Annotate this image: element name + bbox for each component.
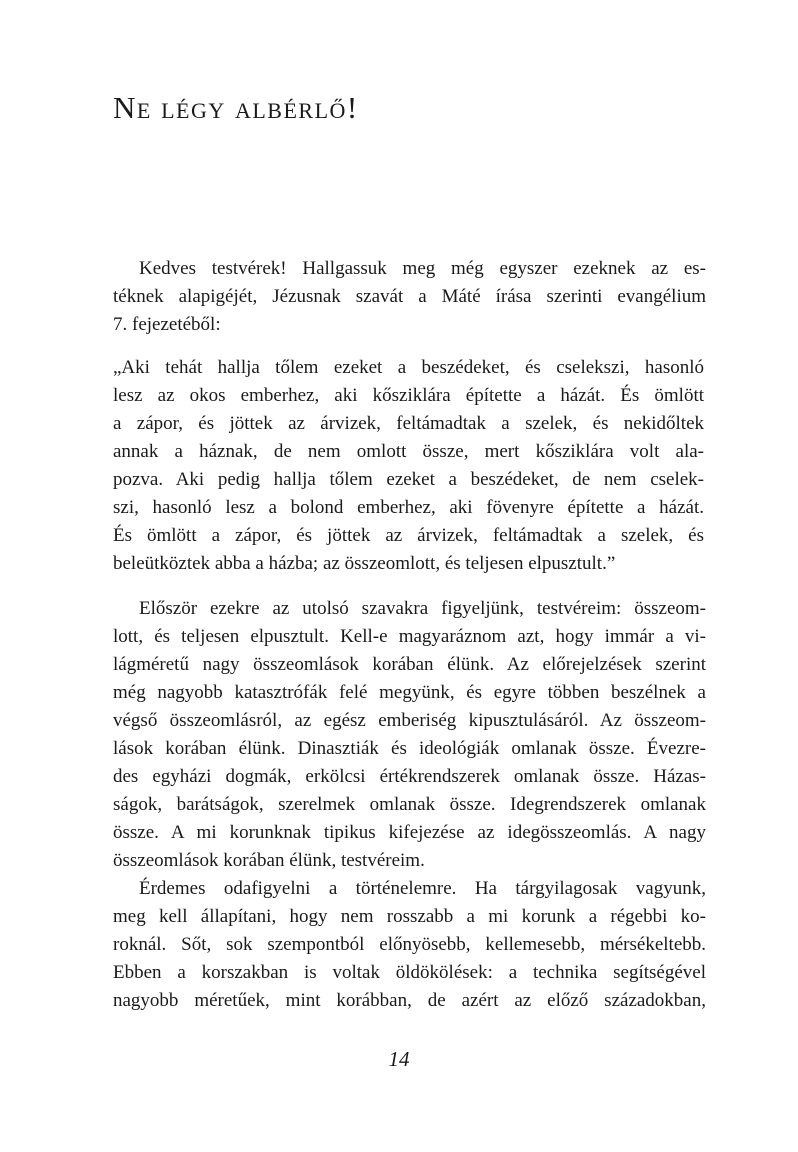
text-line: végső összeomlásról, az egész emberiség kipusztulásáról. Az összeom- (113, 710, 706, 731)
text-line: téknek alapigéjét, Jézusnak szavát a Máté írása szerinti evangélium (113, 286, 706, 307)
paragraph-history (113, 875, 706, 1015)
text-line: nagyobb méretűek, mint korábban, de azért az előző századokban, (113, 990, 706, 1011)
quote-line: a zápor, és jöttek az árvizek, feltámadtak a szelek, és nekidőltek (113, 413, 704, 434)
text-line: lott, és teljesen elpusztult. Kell-e magyaráznom azt, hogy immár a vi- (113, 626, 706, 647)
text-line: 7. fejezetéből: (113, 314, 221, 335)
text-line: Először ezekre az utolsó szavakra figyeljünk, testvéreim: összeom- (139, 598, 706, 619)
page-title: Ne légy albérlő! (113, 90, 359, 125)
paragraph-intro (113, 255, 706, 339)
text-line: még nagyobb katasztrófák felé megyünk, és egyre többen beszélnek a (113, 682, 706, 703)
text-line: roknál. Sőt, sok szempontból előnyösebb, kellemesebb, mérsékeltebb. (113, 934, 706, 955)
page-number: 14 (388, 1047, 410, 1071)
quote-line: annak a háznak, de nem omlott össze, mert kősziklára volt ala- (113, 441, 704, 462)
text-line: des egyházi dogmák, erkölcsi értékrendszerek omlanak össze. Házas- (113, 766, 706, 787)
text-line: össze. A mi korunknak tipikus kifejezése az idegösszeomlás. A nagy (113, 822, 706, 843)
quote-line: „Aki tehát hallja tőlem ezeket a beszédeket, és cselekszi, hasonló (113, 357, 704, 378)
text-line: meg kell állapítani, hogy nem rosszabb a mi korunk a régebbi ko- (113, 906, 706, 927)
text-line: lágméretű nagy összeomlások korában élünk. Az előrejelzések szerint (113, 654, 706, 675)
body-text (113, 255, 706, 1015)
text-line: ságok, barátságok, szerelmek omlanak össze. Idegrendszerek omlanak (113, 794, 706, 815)
text-line: Kedves testvérek! Hallgassuk meg még egyszer ezeknek az es- (139, 258, 706, 279)
paragraph-collapse (113, 595, 706, 875)
quotation-block (113, 354, 704, 578)
text-line: Érdemes odafigyelni a történelemre. Ha tárgyilagosak vagyunk, (139, 878, 706, 899)
text-line: lások korában élünk. Dinasztiák és ideológiák omlanak össze. Évezre- (113, 738, 706, 759)
quote-line: lesz az okos emberhez, aki kősziklára építette a házát. És ömlött (113, 385, 704, 406)
text-line: Ebben a korszakban is voltak öldökölések: a technika segítségével (113, 962, 706, 983)
quote-line: beleütköztek abba a házba; az összeomlott, és teljesen elpusztult.” (113, 553, 616, 574)
quote-line: pozva. Aki pedig hallja tőlem ezeket a beszédeket, de nem cselek- (113, 469, 704, 490)
quote-line: szi, hasonló lesz a bolond emberhez, aki fövenyre építette a házát. (113, 497, 704, 518)
quote-line: És ömlött a zápor, és jöttek az árvizek, feltámadtak a szelek, és (113, 525, 704, 546)
text-line: összeomlások korában élünk, testvéreim. (113, 850, 425, 871)
